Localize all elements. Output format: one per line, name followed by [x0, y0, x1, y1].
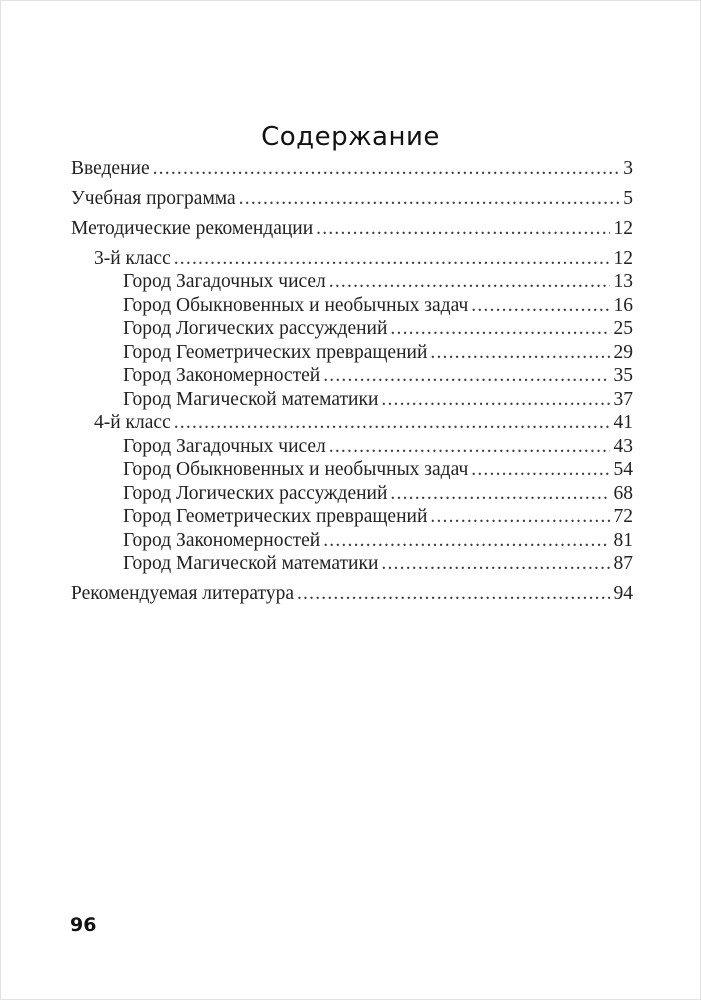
- toc-leader-dots: [381, 552, 609, 576]
- toc-leader-dots: [153, 157, 620, 181]
- toc-leader-dots: [329, 435, 610, 459]
- toc-entry-page-number: 12: [613, 247, 633, 269]
- toc-entry-page-number: 72: [613, 506, 633, 527]
- toc-leader-dots: [316, 217, 609, 241]
- toc-entry-label: Рекомендуемая литература: [71, 583, 294, 604]
- toc-entry-label: Город Геометрических превращений: [123, 341, 428, 363]
- toc-list: [71, 150, 633, 612]
- toc-entry: [71, 247, 633, 271]
- toc-leader-dots: [174, 411, 610, 435]
- toc-entry-page-number: 25: [613, 318, 633, 339]
- toc-entry: [71, 270, 633, 294]
- toc-entry-label: Город Магической математики: [123, 388, 379, 410]
- toc-leader-dots: [390, 482, 609, 506]
- toc-entry-page-number: 41: [613, 412, 633, 433]
- toc-entry: [71, 552, 633, 576]
- toc-entry: [71, 582, 633, 606]
- toc-entry-page-number: 13: [613, 271, 633, 292]
- toc-entry-label: Город Обыкновенных и необычных задач: [123, 459, 469, 480]
- toc-entry: [71, 294, 633, 318]
- toc-leader-dots: [323, 529, 609, 553]
- toc-leader-dots: [239, 187, 620, 211]
- toc-leader-dots: [471, 294, 609, 318]
- toc-entry-label: Город Логических рассуждений: [123, 482, 388, 504]
- toc-entry: [71, 157, 633, 181]
- toc-entry-label: Город Обыкновенных и необычных задач: [123, 294, 469, 316]
- footer-page-number: 96: [70, 914, 97, 936]
- toc-entry: [71, 217, 633, 241]
- toc-entry: [71, 364, 633, 388]
- toc-entry-label: Учебная программа: [71, 187, 236, 209]
- toc-entry-page-number: 5: [623, 187, 633, 209]
- toc-entry-page-number: 35: [613, 365, 633, 386]
- toc-entry-label: Город Закономерностей: [123, 529, 321, 551]
- toc-leader-dots: [430, 341, 609, 365]
- toc-entry: [71, 388, 633, 412]
- toc-entry: [71, 317, 633, 341]
- toc-entry-page-number: 87: [613, 553, 633, 574]
- toc-entry: [71, 529, 633, 553]
- toc-leader-dots: [174, 247, 610, 271]
- toc-entry: [71, 411, 633, 435]
- toc-entry-label: 3-й класс: [94, 247, 171, 269]
- toc-entry-page-number: 81: [613, 529, 633, 551]
- toc-entry-page-number: 12: [613, 217, 633, 239]
- toc-leader-dots: [323, 364, 609, 388]
- toc-entry-label: Город Геометрических превращений: [123, 506, 428, 527]
- toc-entry: [71, 505, 633, 529]
- toc-leader-dots: [390, 317, 609, 341]
- toc-entry: [71, 187, 633, 211]
- toc-entry-label: Методические рекомендации: [71, 217, 314, 239]
- toc-leader-dots: [430, 505, 609, 529]
- toc-entry-label: Введение: [71, 157, 150, 179]
- toc-entry-page-number: 94: [613, 583, 633, 604]
- toc-entry-page-number: 68: [613, 482, 633, 504]
- toc-entry: [71, 482, 633, 506]
- toc-entry-page-number: 43: [613, 435, 633, 457]
- page-title: Содержание: [261, 122, 440, 153]
- toc-entry-label: Город Загадочных чисел: [123, 435, 326, 457]
- toc-entry-label: 4-й класс: [94, 412, 171, 433]
- toc-entry-page-number: 16: [613, 294, 633, 316]
- toc-leader-dots: [297, 582, 610, 606]
- toc-entry-label: Город Логических рассуждений: [123, 318, 388, 339]
- toc-leader-dots: [329, 270, 610, 294]
- toc-entry: [71, 458, 633, 482]
- toc-entry-label: Город Магической математики: [123, 553, 379, 574]
- toc-entry-page-number: 54: [613, 459, 633, 480]
- toc-entry-label: Город Загадочных чисел: [123, 271, 326, 292]
- toc-entry-label: Город Закономерностей: [123, 365, 321, 386]
- toc-entry: [71, 435, 633, 459]
- toc-leader-dots: [471, 458, 609, 482]
- toc-entry: [71, 341, 633, 365]
- toc-leader-dots: [381, 388, 609, 412]
- toc-entry-page-number: 29: [613, 341, 633, 363]
- toc-entry-page-number: 3: [623, 157, 633, 179]
- toc-entry-page-number: 37: [613, 388, 633, 410]
